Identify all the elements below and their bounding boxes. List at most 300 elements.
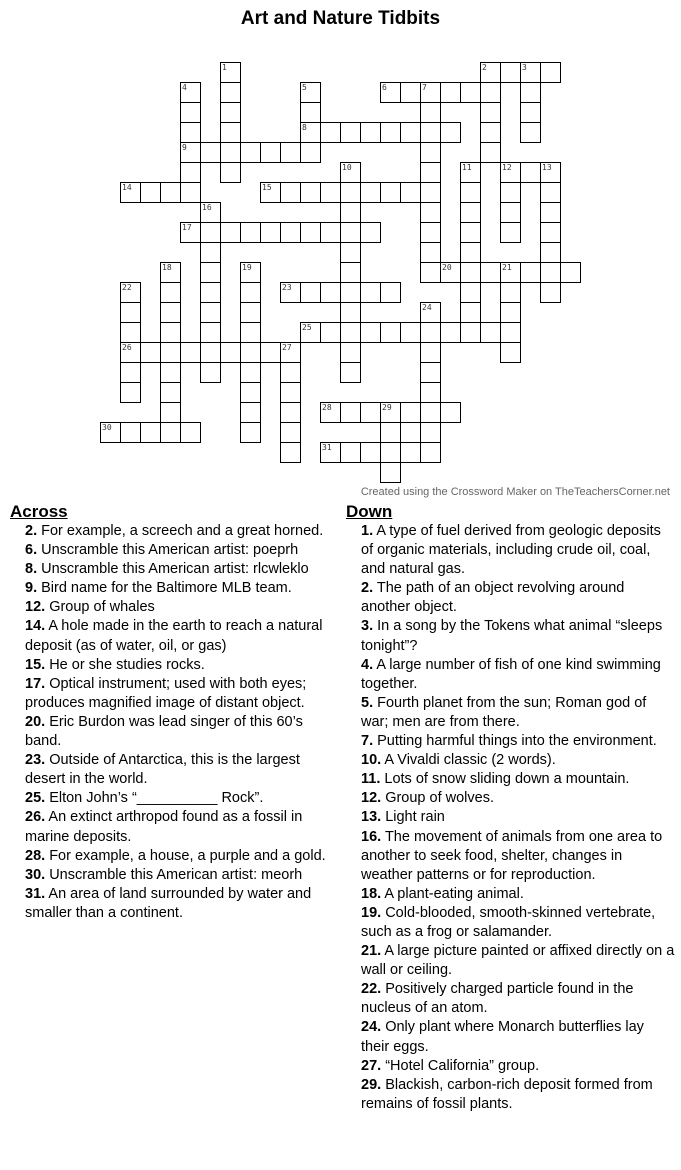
grid-cell[interactable] [220,62,241,83]
grid-cell[interactable] [240,282,261,303]
grid-cell[interactable] [200,202,221,223]
grid-cell[interactable] [380,322,401,343]
grid-cell[interactable] [440,262,461,283]
grid-cell[interactable] [280,382,301,403]
clue-number: 1. [361,523,374,539]
grid-cell[interactable] [520,262,541,283]
grid-cell[interactable] [300,282,321,303]
clue-text: A plant-eating animal. [381,885,524,902]
clue-text: An extinct arthropod found as a fossil in marine deposits. [25,809,303,845]
grid-cell[interactable] [160,322,181,343]
grid-cell[interactable] [200,322,221,343]
across-clue [25,522,340,541]
grid-cell[interactable] [220,102,241,123]
grid-cell[interactable] [540,262,561,283]
grid-cell[interactable] [200,282,221,303]
grid-cell[interactable] [420,122,441,143]
grid-cell[interactable] [540,162,561,183]
grid-cell[interactable] [420,362,441,383]
clue-number: 20. [25,713,46,730]
grid-cell[interactable] [540,202,561,223]
grid-cell[interactable] [460,222,481,243]
clue-number: 25. [25,790,46,807]
grid-cell[interactable] [380,82,401,103]
grid-cell[interactable] [360,442,381,463]
grid-cell[interactable] [220,222,241,243]
grid-cell[interactable] [300,182,321,203]
grid-cell[interactable] [540,182,561,203]
grid-cell[interactable] [300,102,321,123]
grid-cell[interactable] [360,122,381,143]
grid-cell[interactable] [360,182,381,203]
grid-cell[interactable] [120,382,141,403]
grid-cell[interactable] [480,122,501,143]
grid-cell[interactable] [140,422,161,443]
down-clue [361,617,676,655]
grid-cell[interactable] [240,342,261,363]
grid-cell[interactable] [460,262,481,283]
grid-cell[interactable] [120,342,141,363]
clue-text: In a song by the Tokens what animal “sleeps tonight”? [361,618,663,654]
grid-cell[interactable] [160,382,181,403]
clue-number: 31. [25,885,46,902]
down-clue [361,751,676,770]
grid-cell[interactable] [200,242,221,263]
grid-cell[interactable] [520,162,541,183]
grid-cell[interactable] [220,162,241,183]
clue-text: A hole made in the earth to reach a natural deposit (as of water, oil, or gas) [25,618,323,654]
clue-number: 21. [361,943,382,960]
grid-cell[interactable] [340,302,361,323]
cell-number: 30 [102,423,112,432]
grid-cell[interactable] [420,202,441,223]
cell-number: 10 [342,163,352,172]
grid-cell[interactable] [460,202,481,223]
grid-cell[interactable] [240,382,261,403]
grid-cell[interactable] [260,342,281,363]
grid-cell[interactable] [500,342,521,363]
grid-cell[interactable] [280,282,301,303]
clue-text: The movement of animals from one area to another to seek food, shelter, changes in weather patterns or for reproduction. [361,828,663,883]
grid-cell[interactable] [500,222,521,243]
grid-cell[interactable] [320,282,341,303]
clue-text: Unscramble this American artist: rlcwleklo [37,561,309,578]
grid-cell[interactable] [420,382,441,403]
cell-number: 12 [502,163,512,172]
across-clue [25,541,340,560]
grid-cell[interactable] [340,322,361,343]
clue-text: Cold-blooded, smooth-skinned vertebrate, such as a frog or salamander. [361,904,656,940]
grid-cell[interactable] [400,402,421,423]
grid-cell[interactable] [180,182,201,203]
clue-number: 12. [25,599,46,616]
grid-cell[interactable] [540,62,561,83]
grid-cell[interactable] [520,62,541,83]
clue-number: 15. [25,656,46,673]
grid-cell[interactable] [480,102,501,123]
down-clue [361,732,676,751]
clue-text: Fourth planet from the sun; Roman god of war; men are from there. [361,694,647,730]
across-clue [25,885,340,923]
puzzle-title: Art and Nature Tidbits [240,8,441,29]
across-clues [10,502,340,923]
grid-cell[interactable] [400,322,421,343]
grid-cell[interactable] [320,122,341,143]
clue-number: 17. [25,675,46,692]
down-clue [361,904,676,942]
clue-number: 30. [25,866,46,883]
grid-cell[interactable] [500,202,521,223]
grid-cell[interactable] [260,222,281,243]
clue-text: Group of wolves. [381,790,494,807]
grid-cell[interactable] [420,182,441,203]
grid-cell[interactable] [440,122,461,143]
grid-cell[interactable] [460,302,481,323]
grid-cell[interactable] [460,242,481,263]
cell-number: 13 [542,163,552,172]
grid-cell[interactable] [120,422,141,443]
grid-cell[interactable] [200,262,221,283]
grid-cell[interactable] [280,402,301,423]
cell-number: 16 [202,203,212,212]
grid-cell[interactable] [380,462,401,483]
cell-number: 20 [442,263,452,272]
grid-cell[interactable] [280,362,301,383]
down-clue [361,694,676,732]
grid-cell[interactable] [320,182,341,203]
across-clue [25,617,340,655]
grid-cell[interactable] [100,422,121,443]
clue-number: 13. [361,809,382,826]
across-clue [25,866,340,885]
grid-cell[interactable] [460,182,481,203]
cell-number: 7 [422,83,427,92]
cell-number: 4 [182,83,187,92]
grid-cell[interactable] [240,322,261,343]
clue-number: 2. [25,523,38,539]
grid-cell[interactable] [340,222,361,243]
cell-number: 29 [382,403,392,412]
clue-text: Only plant where Monarch butterflies lay their eggs. [361,1019,644,1055]
clue-text: Unscramble this American artist: meorh [45,866,303,883]
grid-cell[interactable] [540,222,561,243]
grid-cell[interactable] [160,402,181,423]
grid-cell[interactable] [500,262,521,283]
grid-cell[interactable] [480,322,501,343]
grid-cell[interactable] [160,422,181,443]
clue-number: 2. [361,580,374,597]
down-clue [361,522,676,579]
grid-cell[interactable] [160,262,181,283]
grid-cell[interactable] [180,162,201,183]
grid-cell[interactable] [180,122,201,143]
clue-number: 18. [361,885,382,902]
clue-text: Group of whales [45,599,155,616]
clue-text: Light rain [381,809,445,826]
down-clue-list [346,522,676,1114]
grid-cell[interactable] [540,282,561,303]
grid-cell[interactable] [280,222,301,243]
clue-text: Eric Burdon was lead singer of this 60’s band. [25,713,303,750]
grid-cell[interactable] [180,422,201,443]
grid-cell[interactable] [420,402,441,423]
grid-cell[interactable] [460,282,481,303]
grid-cell[interactable] [180,342,201,363]
grid-cell[interactable] [280,442,301,463]
grid-cell[interactable] [400,82,421,103]
grid-cell[interactable] [340,262,361,283]
grid-cell[interactable] [420,242,441,263]
grid-cell[interactable] [240,142,261,163]
grid-cell[interactable] [140,182,161,203]
grid-cell[interactable] [120,182,141,203]
across-clue [25,579,340,598]
grid-cell[interactable] [520,122,541,143]
grid-cell[interactable] [520,82,541,103]
grid-cell[interactable] [500,302,521,323]
grid-cell[interactable] [240,362,261,383]
grid-cell[interactable] [160,362,181,383]
grid-cell[interactable] [340,122,361,143]
clue-number: 23. [25,752,46,769]
clue-number: 4. [361,656,374,673]
grid-cell[interactable] [200,142,221,163]
grid-cell[interactable] [180,222,201,243]
grid-cell[interactable] [200,302,221,323]
across-clue [25,560,340,579]
grid-cell[interactable] [420,162,441,183]
grid-cell[interactable] [120,322,141,343]
grid-cell[interactable] [160,182,181,203]
grid-cell[interactable] [120,302,141,323]
across-heading: Across [10,502,68,521]
grid-cell[interactable] [320,322,341,343]
grid-cell[interactable] [440,322,461,343]
grid-cell[interactable] [260,142,281,163]
grid-cell[interactable] [440,82,461,103]
grid-cell[interactable] [240,222,261,243]
clue-number: 26. [25,809,46,826]
grid-cell[interactable] [280,422,301,443]
grid-cell[interactable] [360,282,381,303]
cell-number: 25 [302,323,312,332]
grid-cell[interactable] [460,162,481,183]
down-clue [361,770,676,789]
grid-cell[interactable] [480,142,501,163]
clue-number: 11. [361,771,381,788]
grid-cell[interactable] [220,342,241,363]
cell-number: 26 [122,343,132,352]
grid-cell[interactable] [460,322,481,343]
grid-cell[interactable] [500,62,521,83]
cell-number: 28 [322,403,332,412]
clue-text: A large number of fish of one kind swimming together. [361,656,661,692]
grid-cell[interactable] [360,322,381,343]
grid-cell[interactable] [300,322,321,343]
grid-cell[interactable] [420,302,441,323]
clue-text: Outside of Antarctica, this is the largest desert in the world. [25,752,300,788]
grid-cell[interactable] [420,442,441,463]
grid-cell[interactable] [320,442,341,463]
grid-cell[interactable] [340,402,361,423]
grid-cell[interactable] [540,242,561,263]
grid-cell[interactable] [320,402,341,423]
grid-cell[interactable] [500,182,521,203]
grid-cell[interactable] [480,262,501,283]
grid-cell[interactable] [340,362,361,383]
across-clue [25,808,340,846]
clue-text: For example, a screech and a great horned. [37,523,324,539]
clue-text: Elton John’s “__________ Rock”. [45,790,264,807]
clue-text: Blackish, carbon-rich deposit formed from remains of fossil plants. [361,1076,653,1112]
down-clue [361,808,676,827]
clue-number: 29. [361,1076,382,1093]
grid-cell[interactable] [120,362,141,383]
clue-number: 22. [361,981,382,998]
down-clue [361,1057,676,1076]
grid-cell[interactable] [320,222,341,243]
grid-cell[interactable] [380,422,401,443]
grid-cell[interactable] [240,302,261,323]
grid-cell[interactable] [200,222,221,243]
grid-cell[interactable] [340,242,361,263]
cell-number: 2 [482,63,487,72]
grid-cell[interactable] [220,82,241,103]
across-clue [25,675,340,713]
down-clue [361,828,676,885]
grid-cell[interactable] [380,442,401,463]
clue-text: “Hotel California” group. [381,1057,540,1074]
grid-cell[interactable] [260,182,281,203]
grid-cell[interactable] [420,262,441,283]
cell-number: 11 [462,163,472,172]
grid-cell[interactable] [240,262,261,283]
grid-cell[interactable] [380,182,401,203]
grid-cell[interactable] [340,202,361,223]
clue-number: 10. [361,752,382,769]
grid-cell[interactable] [280,182,301,203]
grid-cell[interactable] [280,342,301,363]
clue-text: The path of an object revolving around another object. [361,580,625,616]
grid-cell[interactable] [360,222,381,243]
crossword-grid [0,0,681,500]
grid-cell[interactable] [500,322,521,343]
grid-cell[interactable] [160,342,181,363]
grid-cell[interactable] [560,262,581,283]
across-clue [25,789,340,808]
grid-cell[interactable] [240,422,261,443]
grid-cell[interactable] [420,422,441,443]
grid-cell[interactable] [420,322,441,343]
clue-text: A Vivaldi classic (2 words). [381,752,556,769]
clue-number: 24. [361,1019,382,1036]
cell-number: 19 [242,263,252,272]
clue-text: For example, a house, a purple and a gold. [45,847,326,864]
grid-cell[interactable] [200,342,221,363]
grid-cell[interactable] [340,442,361,463]
grid-cell[interactable] [140,342,161,363]
across-clue-list [10,522,340,923]
down-heading: Down [346,502,393,521]
grid-cell[interactable] [420,102,441,123]
grid-cell[interactable] [380,402,401,423]
cell-number: 5 [302,83,307,92]
grid-cell[interactable] [340,162,361,183]
cell-number: 14 [122,183,132,192]
clue-text: Bird name for the Baltimore MLB team. [37,580,292,597]
grid-cell[interactable] [180,102,201,123]
down-clue [361,579,676,617]
clue-text: Unscramble this American artist: poeprh [37,542,299,559]
grid-cell[interactable] [300,222,321,243]
grid-cell[interactable] [220,142,241,163]
grid-cell[interactable] [420,142,441,163]
grid-cell[interactable] [240,402,261,423]
grid-cell[interactable] [480,62,501,83]
grid-cell[interactable] [180,82,201,103]
grid-cell[interactable] [160,302,181,323]
grid-cell[interactable] [500,282,521,303]
grid-cell[interactable] [200,362,221,383]
grid-cell[interactable] [400,122,421,143]
grid-cell[interactable] [400,182,421,203]
clue-number: 9. [25,580,38,597]
grid-cell[interactable] [360,402,381,423]
grid-cell[interactable] [420,82,441,103]
clue-number: 28. [25,847,46,864]
grid-cell[interactable] [480,82,501,103]
grid-cell[interactable] [380,122,401,143]
down-clue [361,1018,676,1056]
cell-number: 9 [182,143,187,152]
cell-number: 22 [122,283,132,292]
grid-cell[interactable] [400,442,421,463]
grid-cell[interactable] [460,82,481,103]
down-clue [361,656,676,694]
across-clue [25,847,340,866]
credit-line: Created using the Crossword Maker on TheTeachersCorner.net [360,486,670,498]
clue-number: 5. [361,694,374,711]
grid-cell[interactable] [420,342,441,363]
grid-cell[interactable] [280,142,301,163]
grid-cell[interactable] [160,282,181,303]
grid-cell[interactable] [420,222,441,243]
cell-number: 8 [302,123,307,132]
grid-cell[interactable] [440,402,461,423]
grid-cell[interactable] [180,142,201,163]
grid-cell[interactable] [340,342,361,363]
cell-number: 3 [522,63,527,72]
clue-text: A large picture painted or affixed directly on a wall or ceiling. [361,943,675,979]
cell-number: 23 [282,283,292,292]
grid-cell[interactable] [300,122,321,143]
grid-cell[interactable] [300,142,321,163]
clue-text: Positively charged particle found in the nucleus of an atom. [361,981,634,1017]
grid-cell[interactable] [380,282,401,303]
grid-cell[interactable] [340,282,361,303]
grid-cell[interactable] [520,102,541,123]
grid-cell[interactable] [120,282,141,303]
grid-cell[interactable] [300,82,321,103]
across-clue [25,598,340,617]
clue-text: A type of fuel derived from geologic deposits of organic materials, including crude oil, coal, and natural gas. [361,523,661,578]
grid-cell[interactable] [500,162,521,183]
cell-number: 15 [262,183,272,192]
clue-number: 7. [361,733,374,750]
across-clue [25,751,340,789]
grid-cell[interactable] [220,122,241,143]
grid-cell[interactable] [340,182,361,203]
